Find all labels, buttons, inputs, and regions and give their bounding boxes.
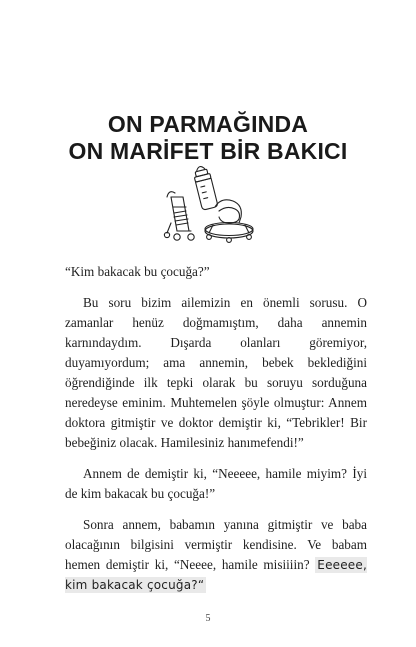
stroller-icon: [164, 192, 194, 241]
chapter-body: [65, 262, 367, 606]
chapter-title-line-2: ON MARİFET BİR BAKICI: [68, 138, 348, 164]
baby-items-illustration: [157, 161, 257, 251]
paragraph-4-text: Sonra annem, babamın yanına gitmiştir ve baba olacağının bilgisini vermiştir kendisine. Ve babam hemen demiştir ki, “Neeee, hamile misiiiin?: [65, 517, 367, 572]
paragraph-2: Bu soru bizim ailemizin en önemli sorusu. O zamanlar henüz doğmamıştım, daha annemin karnındaydım. Dışarda olanları göremiyor, duyamıyordum; ama annemin, bebek beklediğini öğrendiğinde ilk tepki olarak bu soruyu sorduğuna neredeyse eminim. Muhtemelen şöyle olmuştur: Annem doktora gitmiştir ve doktor demiştir ki, “Tebrikler! Bir bebeğiniz olacak. Hamilesiniz hanımefendi!”: [65, 295, 367, 450]
highlighted-quote: Eeeeee, kim bakacak çocuğa?“: [65, 558, 367, 592]
chapter-title-line-1: ON PARMAĞINDA: [107, 111, 309, 137]
paragraph-4: [65, 515, 367, 595]
paragraph-3: Annem de demiştir ki, “Neeeee, hamile miyim? İyi de kim bakacak bu çocuğa!”: [65, 466, 367, 501]
baby-walker-icon: [205, 200, 253, 243]
baby-bottle-icon: [192, 165, 218, 211]
page-number: 5: [205, 613, 211, 624]
paragraph-1: “Kim bakacak bu çocuğa?”: [65, 264, 210, 279]
